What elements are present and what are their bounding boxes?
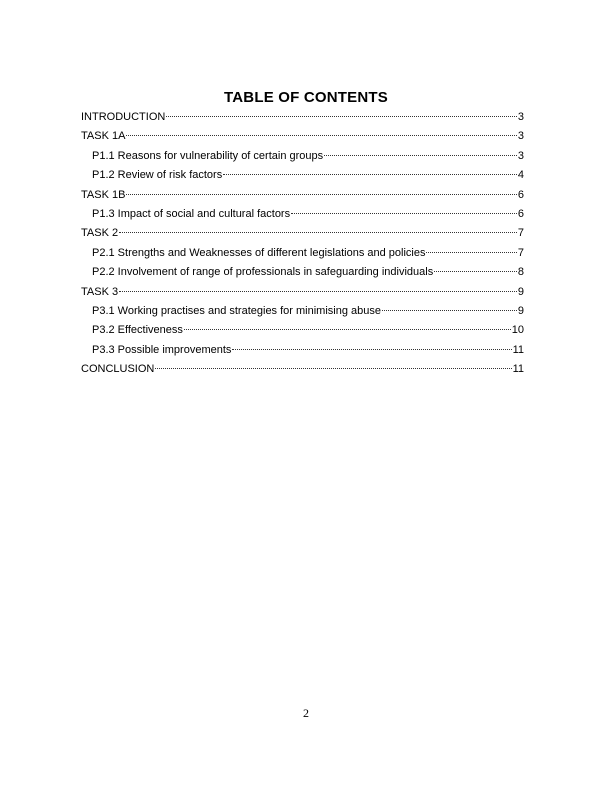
toc-entry-label: P3.3 Possible improvements — [92, 343, 232, 356]
toc-entry-task-1b[interactable] — [81, 186, 524, 205]
toc-entry-page: 11 — [512, 363, 524, 376]
toc-entry-task-2[interactable] — [81, 224, 524, 243]
toc-entry-introduction[interactable] — [81, 108, 524, 127]
toc-entry-label: TASK 2 — [81, 227, 119, 240]
dot-leader — [184, 329, 511, 330]
dot-leader — [126, 194, 516, 195]
dot-leader — [166, 116, 517, 117]
dot-leader — [155, 368, 511, 369]
toc-entry-page: 8 — [517, 266, 524, 279]
toc-entry-page: 6 — [517, 188, 524, 201]
toc-list — [81, 108, 524, 379]
toc-entry-label: P2.2 Involvement of range of professionals in safeguarding individuals — [92, 266, 434, 279]
toc-entry-page: 4 — [517, 169, 524, 182]
toc-entry-label: P2.1 Strengths and Weaknesses of different legislations and policies — [92, 246, 426, 259]
toc-entry-page: 9 — [517, 304, 524, 317]
toc-entry-label: TASK 1A — [81, 130, 126, 143]
page-number: 2 — [303, 706, 309, 720]
dot-leader — [324, 155, 517, 156]
toc-entry-page: 11 — [512, 343, 524, 356]
toc-title: TABLE OF CONTENTS — [224, 89, 388, 106]
toc-entry-label: TASK 3 — [81, 285, 119, 298]
toc-entry-p2-2[interactable] — [81, 263, 524, 282]
toc-entry-page: 9 — [517, 285, 524, 298]
toc-entry-task-3[interactable] — [81, 283, 524, 302]
toc-entry-p1-1[interactable] — [81, 147, 524, 166]
dot-leader — [223, 174, 517, 175]
toc-entry-label: P1.2 Review of risk factors — [92, 169, 223, 182]
toc-entry-p3-3[interactable] — [81, 341, 524, 360]
dot-leader — [291, 213, 517, 214]
toc-entry-page: 10 — [511, 324, 524, 337]
toc-entry-p1-2[interactable] — [81, 166, 524, 185]
toc-entry-page: 7 — [517, 246, 524, 259]
toc-entry-page: 3 — [517, 111, 524, 123]
dot-leader — [232, 349, 511, 350]
dot-leader — [126, 135, 516, 136]
toc-entry-label: CONCLUSION — [81, 363, 155, 376]
dot-leader — [119, 232, 517, 233]
toc-entry-task-1a[interactable] — [81, 127, 524, 146]
dot-leader — [119, 291, 517, 292]
dot-leader — [434, 271, 517, 272]
toc-entry-page: 7 — [517, 227, 524, 240]
dot-leader — [426, 252, 516, 253]
toc-entry-label: P3.1 Working practises and strategies for minimising abuse — [92, 304, 381, 317]
toc-entry-label: P1.3 Impact of social and cultural factors — [92, 207, 291, 220]
toc-entry-p1-3[interactable] — [81, 205, 524, 224]
toc-entry-label: TASK 1B — [81, 188, 126, 201]
toc-entry-label: P1.1 Reasons for vulnerability of certain groups — [92, 149, 324, 162]
toc-entry-conclusion[interactable] — [81, 360, 524, 379]
toc-entry-label: P3.2 Effectiveness — [92, 324, 183, 337]
toc-entry-p3-1[interactable] — [81, 302, 524, 321]
dot-leader — [382, 310, 517, 311]
toc-entry-page: 3 — [517, 130, 524, 143]
toc-entry-page: 3 — [517, 149, 524, 162]
toc-entry-p2-1[interactable] — [81, 244, 524, 263]
toc-entry-page: 6 — [517, 207, 524, 220]
toc-entry-p3-2[interactable] — [81, 321, 524, 340]
toc-entry-label: INTRODUCTION — [81, 111, 166, 123]
